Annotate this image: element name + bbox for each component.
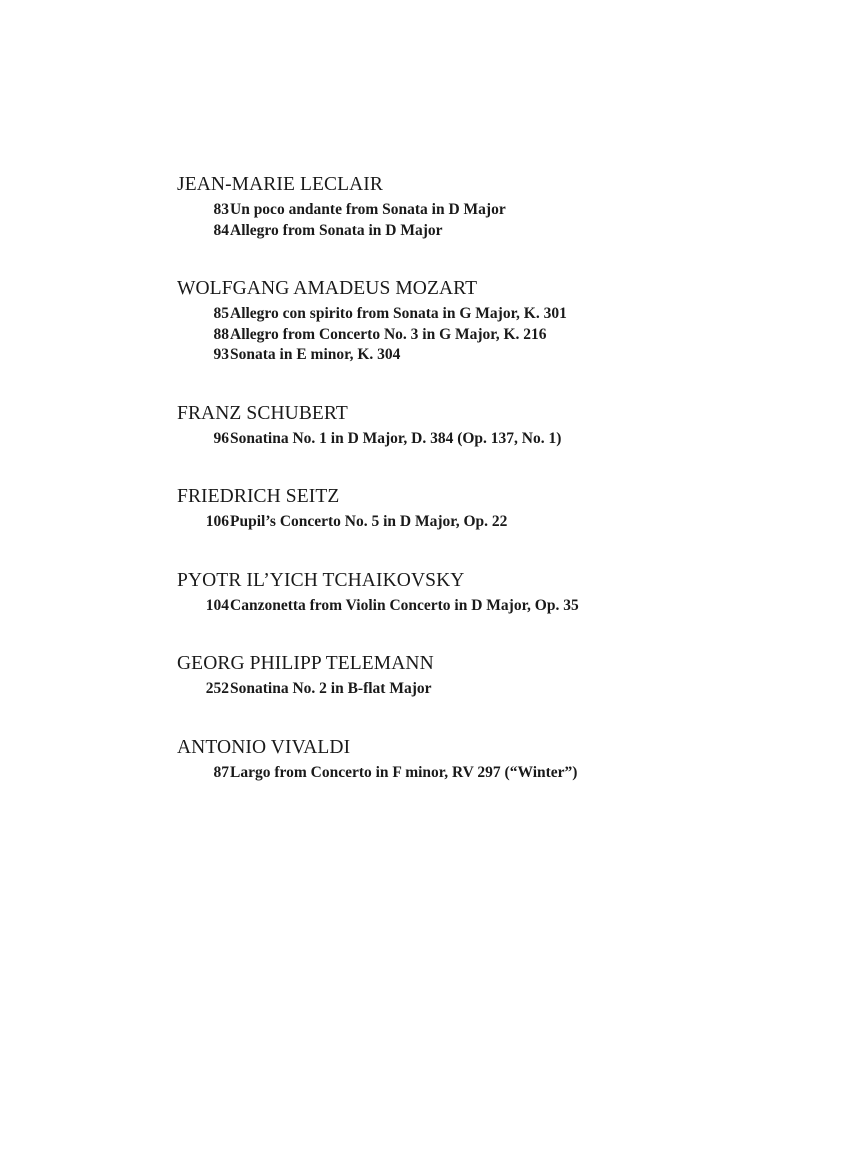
page-number: 83	[213, 201, 229, 218]
page-number: 96	[213, 429, 229, 447]
composer-heading: FRIEDRICH SEITZ	[177, 486, 340, 507]
page-number: 93	[213, 346, 229, 363]
piece-title: Pupil’s Concerto No. 5 in D Major, Op. 22	[230, 513, 508, 530]
composer-section-leclair	[177, 172, 777, 241]
page-number: 84	[213, 221, 229, 239]
piece-title: Canzonetta from Violin Concerto in D Major, Op. 35	[230, 596, 579, 614]
piece-title: Sonatina No. 2 in B-flat Major	[230, 680, 432, 697]
piece-title: Allegro from Sonata in D Major	[230, 221, 443, 239]
page-number: 88	[213, 325, 229, 343]
composer-section-vivaldi	[177, 735, 777, 784]
composer-heading: JEAN-MARIE LECLAIR	[177, 174, 383, 195]
page-number: 106	[205, 513, 229, 530]
page-number: 85	[213, 305, 229, 322]
piece-title: Allegro from Concerto No. 3 in G Major, K. 216	[230, 325, 547, 343]
toc-entry[interactable]	[177, 763, 777, 784]
page-number: 252	[205, 680, 229, 697]
piece-title: Sonatina No. 1 in D Major, D. 384 (Op. 137, No. 1)	[230, 429, 562, 447]
table-of-contents	[177, 172, 777, 818]
piece-title: Un poco andante from Sonata in D Major	[230, 201, 506, 218]
page-number: 104	[205, 596, 229, 614]
composer-heading: PYOTR IL’YICH TCHAIKOVSKY	[177, 569, 465, 591]
toc-entry[interactable]	[177, 325, 777, 346]
composer-heading: GEORG PHILIPP TELEMANN	[177, 653, 434, 674]
piece-title: Largo from Concerto in F minor, RV 297 (“Winter”)	[230, 763, 578, 781]
composer-section-tchaikovsky	[177, 568, 777, 617]
toc-entry[interactable]	[177, 679, 777, 700]
composer-heading: WOLFGANG AMADEUS MOZART	[177, 278, 478, 299]
composer-section-schubert	[177, 401, 777, 450]
toc-entry[interactable]	[177, 429, 777, 450]
page-number: 87	[213, 763, 229, 781]
toc-entry[interactable]	[177, 221, 777, 242]
composer-section-mozart	[177, 276, 777, 366]
composer-section-telemann	[177, 651, 777, 700]
piece-title: Sonata in E minor, K. 304	[230, 346, 401, 363]
toc-entry[interactable]	[177, 345, 777, 366]
toc-entry[interactable]	[177, 596, 777, 617]
piece-title: Allegro con spirito from Sonata in G Major, K. 301	[230, 305, 567, 322]
composer-section-seitz	[177, 484, 777, 533]
composer-heading: FRANZ SCHUBERT	[177, 402, 348, 424]
toc-entry[interactable]	[177, 200, 777, 221]
toc-entry[interactable]	[177, 304, 777, 325]
composer-heading: ANTONIO VIVALDI	[177, 736, 351, 758]
toc-entry[interactable]	[177, 512, 777, 533]
